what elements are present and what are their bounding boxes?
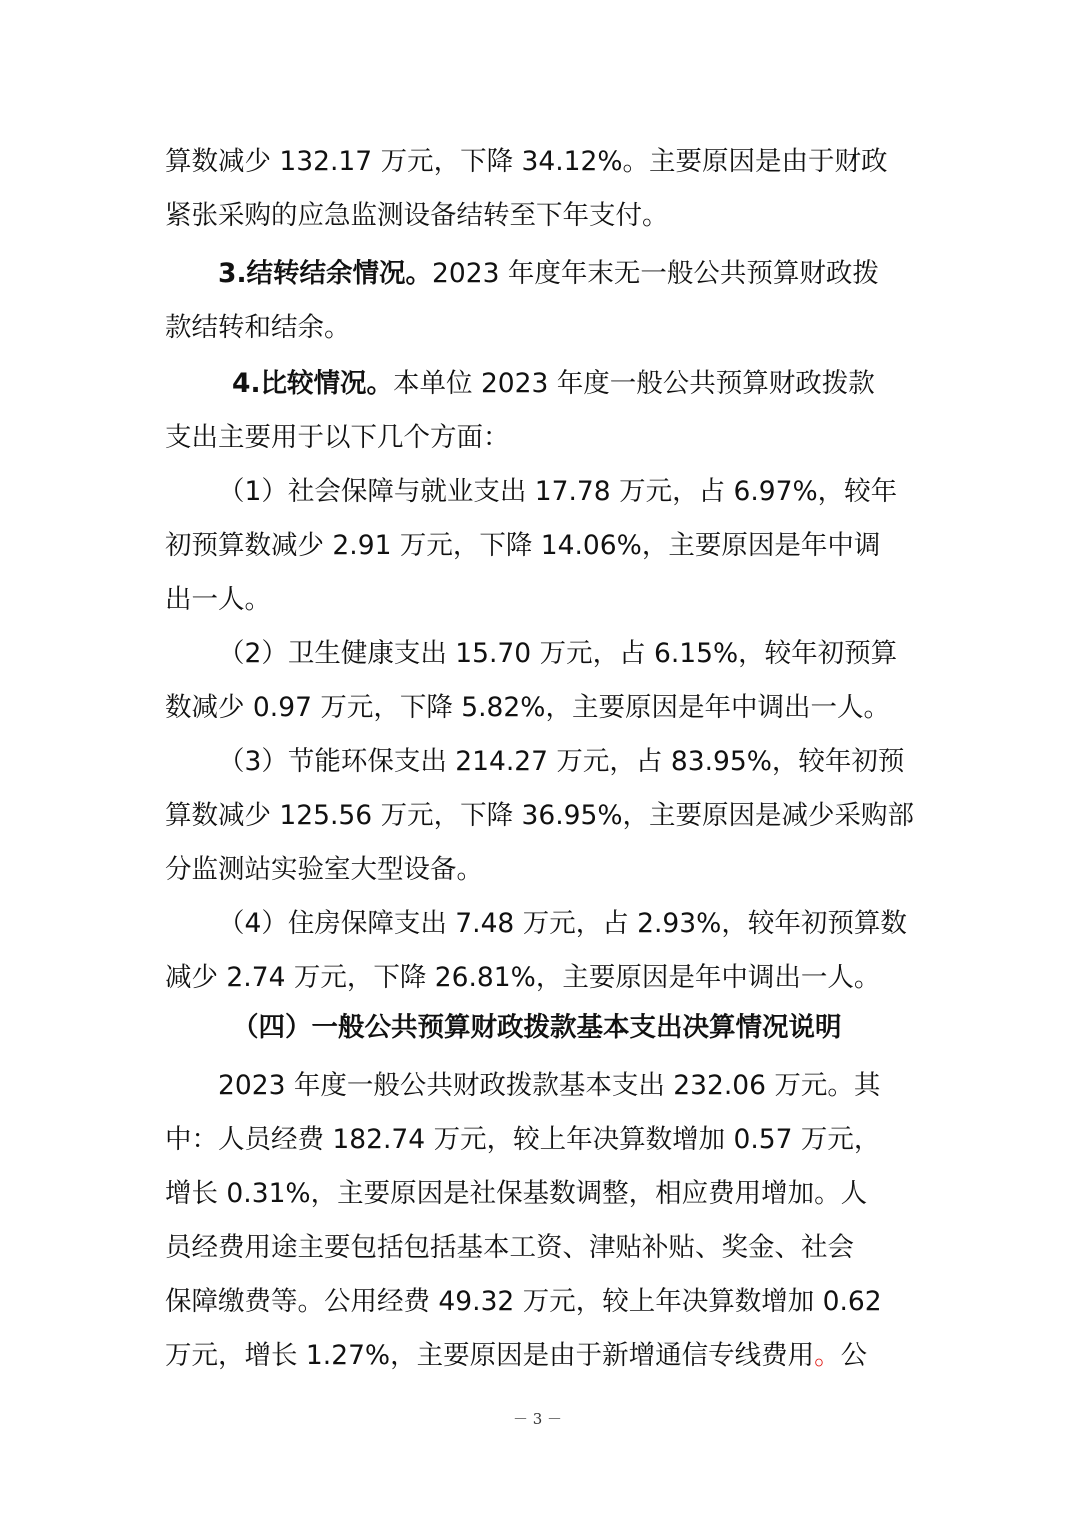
- paragraph-line: [232, 364, 982, 404]
- paragraph-line: 算数减少 125.56 万元，下降 36.95%，主要原因是减少采购部: [165, 800, 915, 831]
- paragraph-line: [165, 1336, 915, 1376]
- paragraph-line: 分监测站实验室大型设备。: [165, 854, 483, 885]
- paragraph-line: 初预算数减少 2.91 万元，下降 14.06%，主要原因是年中调: [165, 530, 881, 561]
- page-number: － 3 －: [512, 1410, 563, 1428]
- section-label: 3.结转结余情况。: [218, 258, 433, 289]
- paragraph-line: 算数减少 132.17 万元，下降 34.12%。主要原因是由于财政: [165, 146, 888, 177]
- paragraph-line: 保障缴费等。公用经费 49.32 万元，较上年决算数增加 0.62: [165, 1286, 882, 1317]
- paragraph-line: 支出主要用于以下几个方面：: [165, 422, 510, 453]
- section-heading: （四）一般公共预算财政拨款基本支出决算情况说明: [232, 1012, 842, 1043]
- paragraph-line: 款结转和结余。: [165, 312, 351, 343]
- paragraph-line: 减少 2.74 万元，下降 26.81%，主要原因是年中调出一人。: [165, 962, 881, 993]
- paragraph-line: 增长 0.31%，主要原因是社保基数调整，相应费用增加。人: [165, 1178, 868, 1209]
- paragraph-line: 员经费用途主要包括包括基本工资、津贴补贴、奖金、社会: [165, 1232, 854, 1263]
- red-punctuation: 。: [814, 1340, 841, 1371]
- paragraph-line: [218, 254, 968, 294]
- paragraph-line: 数减少 0.97 万元，下降 5.82%，主要原因是年中调出一人。: [165, 692, 890, 723]
- paragraph-text: 万元，增长 1.27%，主要原因是由于新增通信专线费用: [165, 1340, 815, 1371]
- paragraph-line: 出一人。: [165, 584, 271, 615]
- paragraph-text: 公: [840, 1340, 868, 1371]
- paragraph-line: （4）住房保障支出 7.48 万元，占 2.93%，较年初预算数: [218, 908, 907, 939]
- paragraph-line: 紧张采购的应急监测设备结转至下年支付。: [165, 200, 669, 231]
- paragraph-line: （3）节能环保支出 214.27 万元，占 83.95%，较年初预: [218, 746, 905, 777]
- paragraph-line: 中：人员经费 182.74 万元，较上年决算数增加 0.57 万元，: [165, 1124, 881, 1155]
- paragraph-line: （1）社会保障与就业支出 17.78 万元，占 6.97%，较年: [218, 476, 898, 507]
- section-label: 4.比较情况。: [232, 368, 394, 399]
- paragraph-line: 2023 年度一般公共财政拨款基本支出 232.06 万元。其: [218, 1070, 881, 1101]
- paragraph-text: 2023 年度年末无一般公共预算财政拨: [432, 258, 879, 289]
- paragraph-line: （2）卫生健康支出 15.70 万元，占 6.15%，较年初预算: [218, 638, 898, 669]
- paragraph-text: 本单位 2023 年度一般公共预算财政拨款: [393, 368, 875, 399]
